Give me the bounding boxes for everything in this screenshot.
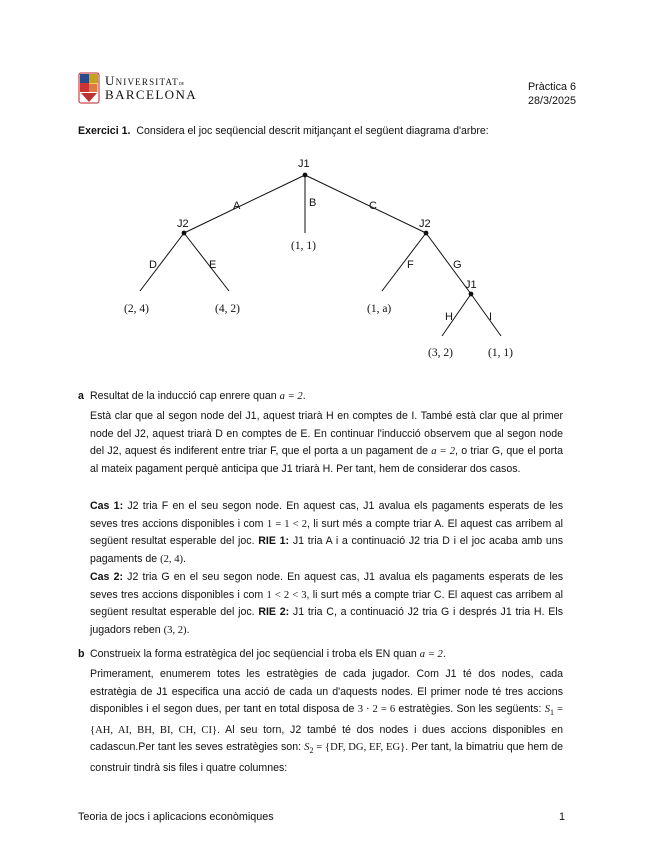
node-label-j2-left: J2 xyxy=(177,218,189,230)
case-2-label: Cas 2: xyxy=(90,571,124,583)
edge-label-F: F xyxy=(407,259,414,271)
case-2-payoff: (3, 2) xyxy=(163,624,187,636)
case-1-end: . xyxy=(183,552,186,565)
part-a-title-math: a = 2 xyxy=(279,391,303,402)
case-1-payoff: (2, 4) xyxy=(160,553,184,565)
node-root xyxy=(303,173,308,178)
edge-I xyxy=(471,294,501,336)
part-b-p1-text-c: . Al seu torn, J2 també té dos nodes i dues accions disponibles en cadascun.Per tant les seves estratègies son: xyxy=(90,723,563,754)
doc-title: Pràctica 6 xyxy=(527,81,576,93)
edge-label-H: H xyxy=(445,311,453,323)
s2-symbol: S xyxy=(304,742,310,754)
payoff-H: (3, 2) xyxy=(428,347,453,359)
doc-date: 28/3/2025 xyxy=(527,95,576,107)
part-b-p1-text-b: estratègies. Son les següents: xyxy=(395,703,545,715)
part-b-title: Construeix la forma estratègica del joc seqüencial i troba els EN quan xyxy=(90,648,420,660)
case-1-text-b: , li surt més a compte triar A. El aquest cas arribem al següent resultat esperable del joc. xyxy=(90,517,563,547)
case-2-text-b: , li surt més a compte triar C. El aquest cas arribem al següent resultat esperable del joc. xyxy=(90,588,563,618)
node-label-j1-lower: J1 xyxy=(465,279,477,291)
edge-E xyxy=(184,233,229,291)
case-2-text-c: J1 tria C, a continuació J2 tria G i després J1 tria H. Els jugadors reben xyxy=(90,606,563,636)
logo-line1: Universitatde xyxy=(105,73,185,88)
part-b-p1-math: 3 · 2 = 6 xyxy=(357,704,396,715)
case-1-label: Cas 1: xyxy=(90,500,124,512)
node-j2-right xyxy=(424,231,429,236)
part-a-title: Resultat de la inducció cap enrere quan xyxy=(90,390,280,402)
s1-set: = {AH, AI, BH, BI, CH, CI} xyxy=(90,704,563,736)
part-a-case-2 xyxy=(90,569,563,639)
case-2-end: . xyxy=(186,623,190,636)
edge-label-G: G xyxy=(453,259,462,271)
node-label-j2-right: J2 xyxy=(419,218,431,230)
s1-symbol: S xyxy=(544,704,551,715)
edge-D xyxy=(140,233,184,291)
part-a-p1-math: a = 2 xyxy=(431,446,455,457)
part-a-title-end: . xyxy=(302,390,306,402)
case-1-text-c: J1 tria A i a continuació J2 tria D i el joc acaba amb uns pagaments de xyxy=(90,535,563,565)
payoff-I: (1, 1) xyxy=(488,347,513,359)
part-b-title-math: a = 2 xyxy=(419,649,443,660)
payoff-B: (1, 1) xyxy=(291,240,316,252)
exercise-text: Considera el joc seqüencial descrit mitjançant el següent diagrama d'arbre: xyxy=(136,125,489,137)
node-j2-left xyxy=(182,231,187,236)
case-2-math: 1 < 2 < 3 xyxy=(266,589,307,601)
game-tree-diagram xyxy=(0,0,655,380)
rie-1-label: RIE 1: xyxy=(258,535,290,547)
footer-course: Teoria de jocs i aplicacions econòmiques xyxy=(78,811,274,823)
payoff-F: (1, a) xyxy=(367,303,392,315)
edge-F xyxy=(382,233,426,291)
s1-subscript: 1 xyxy=(550,708,555,718)
case-1-math: 1 = 1 < 2 xyxy=(266,518,308,530)
tree-nodes xyxy=(182,173,474,297)
edge-label-E: E xyxy=(209,259,217,271)
part-b-heading xyxy=(78,646,577,663)
edge-label-C: C xyxy=(369,200,377,212)
logo-line1-small: de xyxy=(178,81,185,87)
part-a-p1-end: , o triar G, que el porta al mateix pagament perquè anticipa que J1 triarà H. Per tant, hem de considerar dos casos. xyxy=(90,445,563,475)
part-b-letter: b xyxy=(78,648,85,660)
part-b-paragraph-1 xyxy=(90,666,563,777)
edge-label-D: D xyxy=(149,259,157,271)
part-a-heading xyxy=(78,388,577,405)
s2-subscript: 2 xyxy=(309,746,314,756)
payoff-D: (2, 4) xyxy=(124,303,149,315)
edge-label-I: I xyxy=(489,311,493,323)
node-j1-lower xyxy=(469,292,474,297)
part-a-p1-text: Està clar que al segon node del J1, aquest triarà H en comptes de I. També està clar que al primer node del J2, aquest triarà D en comptes de E. En continuar l'inducció observem que al segon node del J2, aquest és indiferent entre triar F, que el porta a un pagament de xyxy=(90,410,563,457)
edge-A xyxy=(184,175,305,233)
case-2-text-a: J2 tria G en el seu segon node. En aquest cas, J1 avalua els pagaments esperats de les seves tres accions disponibles i com xyxy=(90,571,564,601)
part-a-letter: a xyxy=(78,390,84,402)
part-b-title-end: . xyxy=(442,648,446,660)
node-label-root: J1 xyxy=(298,158,310,170)
case-1-text-a: J2 tria F en el seu segon node. En aquest cas, J1 avalua els pagaments esperats de les seves tres accions disponibles i com xyxy=(90,500,563,530)
exercise-label: Exercici 1. xyxy=(78,125,131,137)
edge-label-A: A xyxy=(233,200,241,212)
edge-label-B: B xyxy=(309,197,317,209)
part-a-paragraph-1 xyxy=(90,408,563,478)
logo-line2: BARCELONA xyxy=(105,87,198,102)
edge-C xyxy=(305,175,426,233)
payoff-E: (4, 2) xyxy=(215,303,240,315)
part-a-case-1 xyxy=(90,498,563,568)
s2-set: = {DF, DG, EF, EG} xyxy=(313,742,406,754)
rie-2-label: RIE 2: xyxy=(258,606,290,618)
part-b-p1-text-d: . Per tant, la bimatriu que hem de construir tindrà sis files i quatre columnes: xyxy=(90,741,564,774)
footer-page-number: 1 xyxy=(558,811,565,823)
part-b-p1-text: Primerament, enumerem totes les estratègies de cada jugador. Com J1 té dos nodes, cada estratègia de J1 especifica una acció de cada un d'aquests nodes. El primer node té tres accions disponibles i el segon dues, per tant en total disposa de xyxy=(90,668,563,715)
